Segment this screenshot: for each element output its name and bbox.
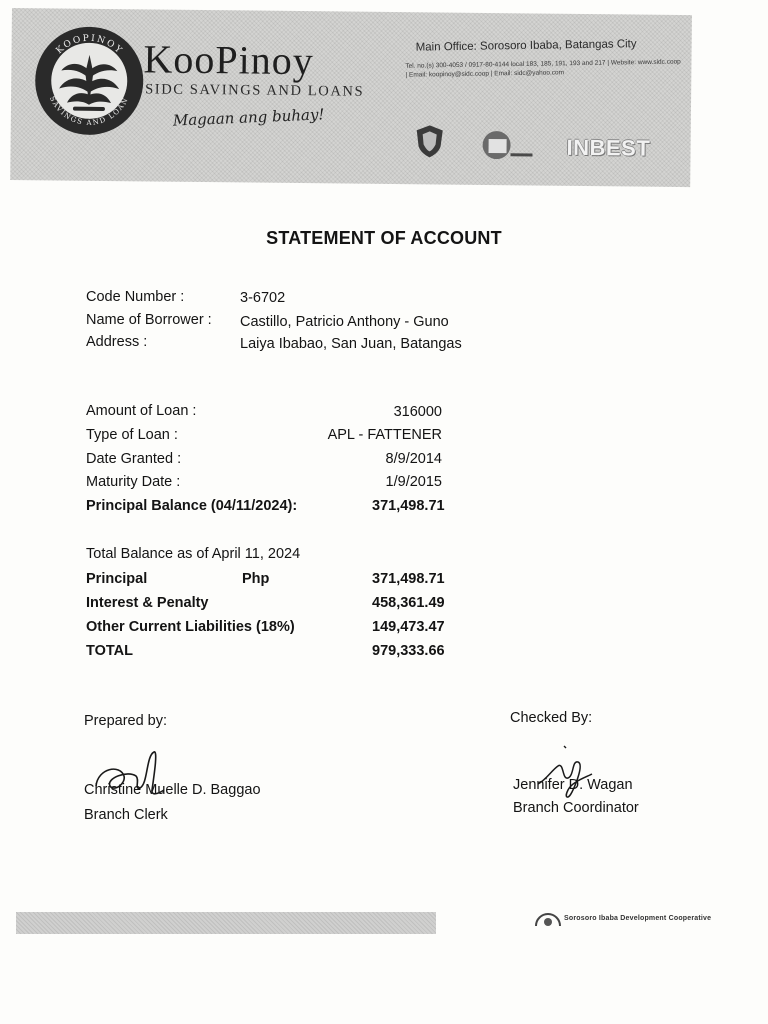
letterhead xyxy=(10,8,692,187)
loan-amount-value: 316000 xyxy=(393,404,442,420)
footer-text: Sorosoro Ibaba Development Cooperative xyxy=(564,915,712,922)
date-granted-label: Date Granted : xyxy=(86,451,182,467)
principal-balance-value: 371,498.71 xyxy=(372,498,445,514)
partner-logos xyxy=(402,124,682,171)
interest-penalty-value: 458,361.49 xyxy=(372,595,445,611)
currency-label: Php xyxy=(242,571,270,587)
coop-logo-icon xyxy=(478,129,534,164)
total-value: 979,333.66 xyxy=(372,643,445,659)
other-liabilities-label: Other Current Liabilities (18%) xyxy=(86,619,295,635)
borrower-name-value: Castillo, Patricio Anthony - Guno xyxy=(240,314,449,330)
principal-label: Principal xyxy=(86,571,148,587)
prepared-by-label: Prepared by: xyxy=(84,713,168,729)
total-label: TOTAL xyxy=(86,643,133,659)
main-office-address: Main Office: Sorosoro Ibaba, Batangas City xyxy=(415,38,637,54)
prepared-by-title: Branch Clerk xyxy=(84,807,168,823)
checked-by-title: Branch Coordinator xyxy=(513,800,639,816)
contact-info: Tel. no.(s) 300-4053 / 0917-80-4144 local 183, 185, 191, 193 and 217 | Website: www.sidc.coop | Email: koopinoy@sidc.coop | Email: sidc@yahoo.com xyxy=(405,58,681,79)
page-title: STATEMENT OF ACCOUNT xyxy=(266,228,502,248)
loan-type-label: Type of Loan : xyxy=(86,427,178,443)
date-granted-value: 8/9/2014 xyxy=(385,451,442,467)
brand-name: KooPinoy xyxy=(143,36,314,84)
checked-by-label: Checked By: xyxy=(510,710,593,726)
principal-balance-label: Principal Balance (04/11/2024): xyxy=(86,498,298,514)
maturity-date-label: Maturity Date : xyxy=(86,474,181,490)
inbest-logo: INBEST xyxy=(566,134,651,161)
other-liabilities-value: 149,473.47 xyxy=(372,619,445,635)
total-balance-heading: Total Balance as of April 11, 2024 xyxy=(86,546,301,562)
seal-text-top: KOOPINOY xyxy=(54,33,125,57)
address-value: Laiya Ibabao, San Juan, Batangas xyxy=(240,336,462,352)
code-number-value: 3-6702 xyxy=(240,290,286,306)
shield-logo-icon xyxy=(414,124,444,158)
seal-text-bottom: SAVINGS AND LOAN xyxy=(47,95,131,127)
prepared-by-name: Christine Muelle D. Baggao xyxy=(84,782,261,798)
address-label: Address : xyxy=(86,334,148,350)
brand-tagline: SIDC SAVINGS AND LOANS xyxy=(145,81,365,100)
principal-value: 371,498.71 xyxy=(372,571,445,587)
interest-penalty-label: Interest & Penalty xyxy=(86,595,209,611)
checked-by-name: Jennifer D. Wagan xyxy=(513,777,633,793)
maturity-date-value: 1/9/2015 xyxy=(385,474,442,490)
loan-amount-label: Amount of Loan : xyxy=(86,403,197,419)
borrower-name-label: Name of Borrower : xyxy=(86,312,212,328)
footer-logo-icon xyxy=(534,910,562,928)
koopinoy-seal-icon xyxy=(33,24,146,137)
footer-band xyxy=(16,912,436,934)
code-number-label: Code Number : xyxy=(86,289,185,305)
loan-type-value: APL - FATTENER xyxy=(327,427,442,443)
brand-motto: Magaan ang buhay! xyxy=(172,105,325,130)
